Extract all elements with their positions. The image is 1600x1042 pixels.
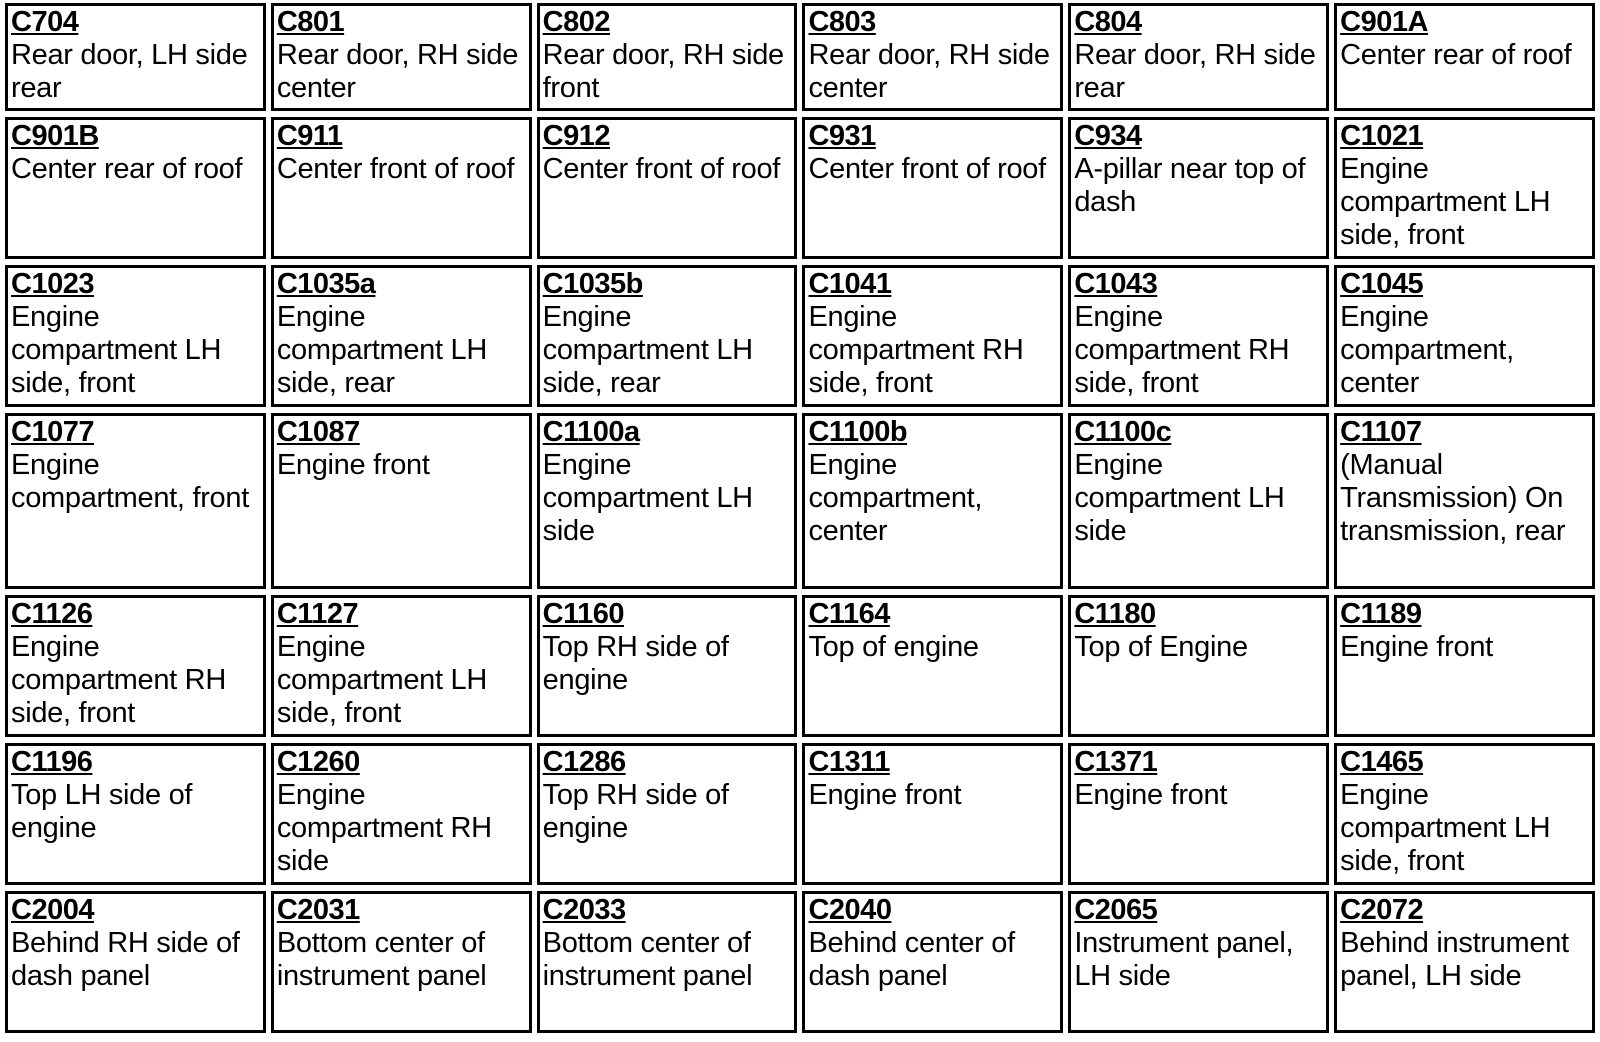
table-row (5, 891, 1595, 1033)
table-cell (271, 3, 532, 111)
connector-location: Engine compartment LH side, front (11, 300, 222, 399)
connector-code: C2031 (276, 894, 360, 927)
table-cell (1068, 265, 1329, 407)
connector-location: Engine front (808, 779, 962, 812)
table-cell (802, 117, 1063, 259)
connector-location: Engine front (276, 448, 430, 481)
table-cell (802, 891, 1063, 1033)
connector-code: C1127 (276, 598, 359, 631)
connector-code: C1286 (542, 746, 626, 779)
connector-code: C1077 (11, 415, 94, 448)
table-cell (802, 413, 1063, 590)
connector-location: Bottom center of instrument panel (542, 927, 753, 993)
table-row (5, 265, 1595, 407)
connector-location: Engine compartment LH side (1074, 448, 1285, 547)
connector-code: C1021 (1340, 119, 1424, 152)
connector-code: C1260 (276, 746, 360, 779)
table-cell (5, 891, 266, 1033)
connector-code: C1126 (11, 598, 93, 631)
connector-code: C1035b (542, 267, 643, 300)
connector-code: C2004 (11, 894, 94, 927)
table-cell (271, 743, 532, 885)
table-cell (537, 743, 798, 885)
connector-location: Rear door, LH side rear (11, 39, 248, 104)
connector-location: Engine compartment LH side, rear (276, 300, 487, 399)
connector-location: Engine compartment LH side, front (276, 631, 487, 730)
table-cell (1068, 743, 1329, 885)
table-cell (1068, 117, 1329, 259)
connector-location: Engine front (1074, 779, 1228, 812)
table-cell (1334, 743, 1595, 885)
connector-location: Engine compartment, front (11, 448, 249, 514)
table-cell (1068, 595, 1329, 737)
table-cell (537, 595, 798, 737)
table-cell (1334, 891, 1595, 1033)
connector-location: Engine compartment LH side, rear (542, 300, 753, 399)
table-cell (1334, 595, 1595, 737)
connector-code: C2040 (808, 894, 892, 927)
table-cell (271, 595, 532, 737)
connector-code: C802 (542, 6, 610, 38)
table-row (5, 3, 1595, 111)
table-cell (537, 117, 798, 259)
connector-location: Engine front (1340, 631, 1493, 664)
table-cell (271, 117, 532, 259)
connector-code: C1023 (11, 267, 94, 300)
connector-location: Engine compartment LH side, front (1340, 152, 1551, 251)
connector-location: Engine compartment LH side, front (1340, 779, 1551, 878)
connector-location: Center rear of roof (1340, 39, 1572, 71)
connector-code: C804 (1074, 6, 1142, 38)
table-cell (5, 743, 266, 885)
table-cell (802, 3, 1063, 111)
connector-code: C1196 (11, 746, 93, 779)
connector-code: C1087 (276, 415, 360, 448)
table-row (5, 743, 1595, 885)
connector-location: Behind center of dash panel (808, 927, 1015, 993)
table-cell (537, 265, 798, 407)
connector-location: Rear door, RH side front (542, 39, 784, 104)
connector-code: C2072 (1340, 894, 1424, 927)
connector-code: C1180 (1074, 598, 1156, 631)
table-row (5, 117, 1595, 259)
connector-location: Top LH side of engine (11, 779, 193, 845)
connector-code: C2033 (542, 894, 626, 927)
connector-code: C1041 (808, 267, 892, 300)
connector-code: C1160 (542, 598, 625, 631)
connector-code: C1100c (1074, 415, 1172, 448)
table-cell (537, 413, 798, 590)
connector-location: Engine compartment RH side (276, 779, 492, 878)
connector-code: C911 (276, 119, 343, 152)
connector-location: Top of Engine (1074, 631, 1248, 664)
connector-code: C1043 (1074, 267, 1158, 300)
connector-code: C934 (1074, 119, 1142, 152)
connector-location: Center rear of roof (11, 152, 243, 185)
connector-code: C803 (808, 6, 876, 38)
table-cell (1334, 3, 1595, 111)
table-cell (5, 265, 266, 407)
connector-code: C1100a (542, 415, 640, 448)
table-cell (271, 265, 532, 407)
connector-location: Rear door, RH side rear (1074, 39, 1316, 104)
connector-location: A-pillar near top of dash (1074, 152, 1306, 218)
table-cell (1334, 265, 1595, 407)
table-cell (1334, 413, 1595, 590)
connector-code: C1164 (808, 598, 890, 631)
table-cell (5, 3, 266, 111)
connector-location: Top RH side of engine (542, 779, 729, 845)
connector-location: Engine compartment RH side, front (808, 300, 1024, 399)
connector-location: Center front of roof (276, 152, 515, 185)
connector-location: Instrument panel, LH side (1074, 927, 1294, 993)
table-cell (5, 413, 266, 590)
connector-location: Engine compartment RH side, front (11, 631, 226, 730)
table-row (5, 595, 1595, 737)
connector-code: C1189 (1340, 598, 1422, 631)
connector-code: C1311 (808, 746, 890, 779)
table-cell (802, 265, 1063, 407)
connector-location: Center front of roof (808, 152, 1046, 185)
table-cell (1068, 3, 1329, 111)
connector-code: C901A (1340, 6, 1428, 38)
connector-location: Behind instrument panel, LH side (1340, 927, 1569, 993)
connector-code: C1107 (1340, 415, 1422, 448)
table-cell (802, 743, 1063, 885)
connector-location: Rear door, RH side center (808, 39, 1050, 104)
connector-code: C912 (542, 119, 610, 152)
table-cell (1068, 891, 1329, 1033)
connector-code: C801 (276, 6, 345, 38)
connector-code: C1371 (1074, 746, 1158, 779)
connector-location: Engine compartment, center (808, 448, 983, 547)
connector-location: Engine compartment RH side, front (1074, 300, 1290, 399)
connector-location: (Manual Transmission) On transmission, rear (1340, 448, 1566, 547)
connector-code: C704 (11, 6, 79, 38)
connector-location: Center front of roof (542, 152, 781, 185)
connector-code: C1465 (1340, 746, 1424, 779)
connector-code: C1035a (276, 267, 376, 300)
connector-location: Top RH side of engine (542, 631, 729, 697)
connector-code: C2065 (1074, 894, 1158, 927)
table-cell (5, 117, 266, 259)
table-row (5, 413, 1595, 590)
connector-code: C901B (11, 119, 99, 152)
connector-location: Behind RH side of dash panel (11, 927, 240, 993)
table-cell (537, 3, 798, 111)
table-cell (271, 413, 532, 590)
connector-code: C1045 (1340, 267, 1424, 300)
table-cell (271, 891, 532, 1033)
connector-location: Top of engine (808, 631, 979, 664)
connector-location: Engine compartment LH side (542, 448, 753, 547)
table-cell (802, 595, 1063, 737)
connector-location: Engine compartment, center (1340, 300, 1514, 399)
table-cell (1334, 117, 1595, 259)
table-cell (5, 595, 266, 737)
table-cell (537, 891, 798, 1033)
connector-code: C1100b (808, 415, 908, 448)
connector-location: Rear door, RH side center (276, 39, 519, 104)
table-cell (1068, 413, 1329, 590)
connector-code: C931 (808, 119, 876, 152)
connector-location: Bottom center of instrument panel (276, 927, 487, 993)
